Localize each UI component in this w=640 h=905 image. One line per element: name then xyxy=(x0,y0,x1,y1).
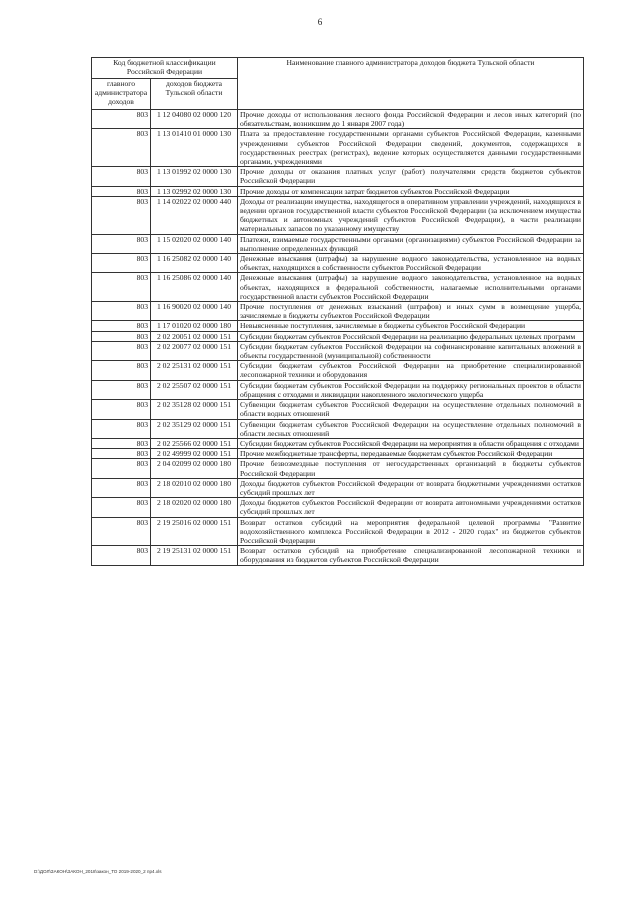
revenue-name-cell: Возврат остатков субсидий на мероприятия федеральной целевой программы "Развитие водохозяйственного комплекса Российской Федерации в 2012 - 2020 годах" из бюджетов субъектов Российской Федерации xyxy=(238,517,584,546)
administrator-code-cell: 803 xyxy=(92,400,151,419)
table-row xyxy=(92,498,584,517)
administrator-code-cell: 803 xyxy=(92,186,151,196)
revenue-name-cell: Доходы бюджетов субъектов Российской Федерации от возврата бюджетными учреждениями остатков субсидий прошлых лет xyxy=(238,478,584,497)
administrator-code-cell: 803 xyxy=(92,438,151,448)
revenue-name-cell: Прочие доходы от компенсации затрат бюджетов субъектов Российской Федерации xyxy=(238,186,584,196)
administrator-code-cell: 803 xyxy=(92,302,151,321)
administrator-code-cell: 803 xyxy=(92,380,151,399)
table-row xyxy=(92,186,584,196)
table-row xyxy=(92,331,584,341)
revenue-code-cell: 1 13 02992 02 0000 130 xyxy=(151,186,238,196)
revenue-name-cell: Субсидии бюджетам субъектов Российской Федерации на софинансирование капитальных вложений в объекты государственной (муниципальной) собственности xyxy=(238,341,584,360)
header-administrator-name: Наименование главного администратора доходов бюджета Тульской области xyxy=(238,58,584,110)
table-row xyxy=(92,361,584,380)
table-row xyxy=(92,341,584,360)
revenue-name-cell: Доходы бюджетов субъектов Российской Федерации от возврата автономными учреждениями остатков субсидий прошлых лет xyxy=(238,498,584,517)
table-row xyxy=(92,517,584,546)
revenue-name-cell: Денежные взыскания (штрафы) за нарушение водного законодательства, установленное на водных объектах, находящихся в федеральной собственности, налагаемые исполнительными органами государственной власти субъектов Российской Федерации xyxy=(238,273,584,302)
administrator-code-cell: 803 xyxy=(92,273,151,302)
administrator-code-cell: 803 xyxy=(92,419,151,438)
revenue-code-cell: 1 12 04080 02 0000 120 xyxy=(151,110,238,129)
revenue-code-cell: 2 02 20077 02 0000 151 xyxy=(151,341,238,360)
revenue-name-cell: Прочие доходы от оказания платных услуг (работ) получателями средств бюджетов субъектов Российской Федерации xyxy=(238,167,584,186)
revenue-code-cell: 2 02 25566 02 0000 151 xyxy=(151,438,238,448)
revenue-code-cell: 1 16 90020 02 0000 140 xyxy=(151,302,238,321)
administrator-code-cell: 803 xyxy=(92,361,151,380)
table-row xyxy=(92,254,584,273)
revenue-code-cell: 1 13 01992 02 0000 130 xyxy=(151,167,238,186)
table-body xyxy=(92,110,584,566)
table-row xyxy=(92,234,584,253)
revenue-name-cell: Субвенции бюджетам субъектов Российской Федерации на осуществление отдельных полномочий в области лесных отношений xyxy=(238,419,584,438)
revenue-name-cell: Денежные взыскания (штрафы) за нарушение водного законодательства, установленное на водных объектах, находящихся в собственности субъектов Российской Федерации xyxy=(238,254,584,273)
file-path-footer: D:\ДОЛ\ЗАКОН\ЗАКОН_2018\закон_ТО 2019-2020_2 пр4.xls xyxy=(34,869,162,874)
table-row xyxy=(92,478,584,497)
revenue-code-cell: 1 17 01020 02 0000 180 xyxy=(151,321,238,331)
revenue-code-cell: 2 02 20051 02 0000 151 xyxy=(151,331,238,341)
revenue-name-cell: Субсидии бюджетам субъектов Российской Федерации на поддержку региональных проектов в области обращения с отходами и ликвидации накопленного экологического ущерба xyxy=(238,380,584,399)
table-row xyxy=(92,321,584,331)
revenue-code-cell: 2 19 25131 02 0000 151 xyxy=(151,546,238,565)
revenue-code-cell: 2 02 25507 02 0000 151 xyxy=(151,380,238,399)
revenue-code-cell: 2 02 35128 02 0000 151 xyxy=(151,400,238,419)
revenue-code-cell: 2 02 49999 02 0000 151 xyxy=(151,449,238,459)
table-row xyxy=(92,196,584,234)
administrator-code-cell: 803 xyxy=(92,498,151,517)
table-row xyxy=(92,459,584,478)
revenue-name-cell: Платежи, взимаемые государственными органами (организациями) субъектов Российской Федерации за выполнение определенных функций xyxy=(238,234,584,253)
revenue-name-cell: Плата за предоставление государственными органами субъектов Российской Федерации, казенными учреждениями субъектов Российской Федерации сведений, документов, содержащихся в государственных реестрах (регистрах), ведение которых осуществляется данными государственными органами, учреждениями xyxy=(238,129,584,167)
table-row xyxy=(92,546,584,565)
administrator-code-cell: 803 xyxy=(92,167,151,186)
revenue-code-cell: 2 19 25016 02 0000 151 xyxy=(151,517,238,546)
revenue-code-cell: 2 18 02010 02 0000 180 xyxy=(151,478,238,497)
administrator-code-cell: 803 xyxy=(92,129,151,167)
revenue-code-cell: 1 14 02022 02 0000 440 xyxy=(151,196,238,234)
revenue-name-cell: Прочие доходы от использования лесного фонда Российской Федерации и лесов иных категорий (по обязательствам, возникшим до 1 января 2007 года) xyxy=(238,110,584,129)
table-row xyxy=(92,438,584,448)
revenue-code-cell: 1 13 01410 01 0000 130 xyxy=(151,129,238,167)
revenue-name-cell: Возврат остатков субсидий на приобретение специализированной лесопожарной техники и оборудования из бюджетов субъектов Российской Федерации xyxy=(238,546,584,565)
revenue-code-cell: 1 16 25086 02 0000 140 xyxy=(151,273,238,302)
table-row xyxy=(92,129,584,167)
administrator-code-cell: 803 xyxy=(92,196,151,234)
table-row xyxy=(92,449,584,459)
page-number: 6 xyxy=(317,17,323,27)
revenue-name-cell: Прочие межбюджетные трансферты, передаваемые бюджетам субъектов Российской Федерации xyxy=(238,449,584,459)
header-classification-code: Код бюджетной классификации Российской Федерации xyxy=(92,58,238,79)
table-row xyxy=(92,110,584,129)
revenue-code-cell: 2 02 35129 02 0000 151 xyxy=(151,419,238,438)
administrator-code-cell: 803 xyxy=(92,546,151,565)
revenue-code-cell: 2 18 02020 02 0000 180 xyxy=(151,498,238,517)
administrator-code-cell: 803 xyxy=(92,449,151,459)
revenue-name-cell: Субсидии бюджетам субъектов Российской Федерации на мероприятия в области обращения с отходами xyxy=(238,438,584,448)
table-row xyxy=(92,273,584,302)
administrator-code-cell: 803 xyxy=(92,234,151,253)
administrator-code-cell: 803 xyxy=(92,331,151,341)
table-row xyxy=(92,419,584,438)
table-row xyxy=(92,400,584,419)
table-row xyxy=(92,380,584,399)
header-main-administrator: главного администратора доходов xyxy=(92,79,151,110)
header-revenue-code: доходов бюджета Тульской области xyxy=(151,79,238,110)
revenue-name-cell: Субсидии бюджетам субъектов Российской Федерации на приобретение специализированной лесопожарной техники и оборудования xyxy=(238,361,584,380)
table-row xyxy=(92,167,584,186)
revenue-code-cell: 1 16 25082 02 0000 140 xyxy=(151,254,238,273)
administrator-code-cell: 803 xyxy=(92,254,151,273)
administrator-code-cell: 803 xyxy=(92,478,151,497)
administrator-code-cell: 803 xyxy=(92,341,151,360)
revenue-code-cell: 2 02 25131 02 0000 151 xyxy=(151,361,238,380)
revenue-name-cell: Прочие безвозмездные поступления от негосударственных организаций в бюджеты субъектов Российской Федерации xyxy=(238,459,584,478)
table-row xyxy=(92,302,584,321)
revenue-code-cell: 1 15 02020 02 0000 140 xyxy=(151,234,238,253)
administrator-code-cell: 803 xyxy=(92,459,151,478)
table-header-row xyxy=(92,58,584,79)
administrator-code-cell: 803 xyxy=(92,321,151,331)
revenue-administrators-table xyxy=(91,57,584,566)
administrator-code-cell: 803 xyxy=(92,110,151,129)
revenue-name-cell: Субвенции бюджетам субъектов Российской Федерации на осуществление отдельных полномочий в области водных отношений xyxy=(238,400,584,419)
revenue-name-cell: Субсидии бюджетам субъектов Российской Федерации на реализацию федеральных целевых программ xyxy=(238,331,584,341)
revenue-code-cell: 2 04 02099 02 0000 180 xyxy=(151,459,238,478)
revenue-name-cell: Доходы от реализации имущества, находящегося в оперативном управлении учреждений, находящихся в ведении органов государственной власти субъектов Российской Федерации (за исключением имущества бюджетных и автономных учреждений субъектов Российской Федерации), в части реализации материальных запасов по указанному имуществу xyxy=(238,196,584,234)
revenue-name-cell: Невыясненные поступления, зачисляемые в бюджеты субъектов Российской Федерации xyxy=(238,321,584,331)
revenue-name-cell: Прочие поступления от денежных взысканий (штрафов) и иных сумм в возмещение ущерба, зачисляемые в бюджеты субъектов Российской Федерации xyxy=(238,302,584,321)
administrator-code-cell: 803 xyxy=(92,517,151,546)
